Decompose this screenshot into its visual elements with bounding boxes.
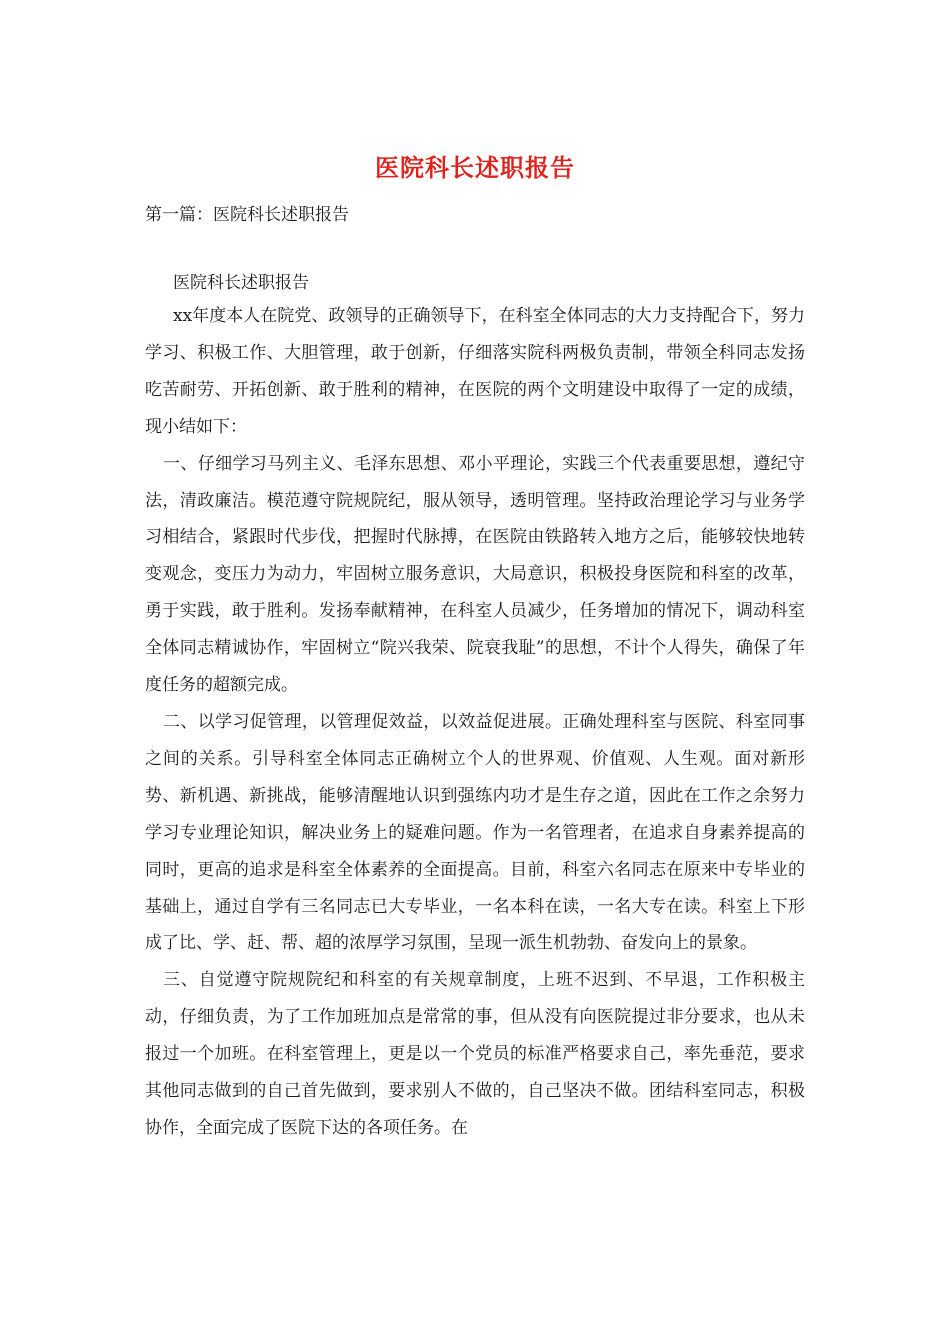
paragraph-intro: xx年度本人在院党、政领导的正确领导下，在科室全体同志的大力支持配合下，努力学习、积极工作、大胆管理，敢于创新，仔细落实院科两极负责制，带领全科同志发扬吃苦耐劳、开拓创新、敢于胜利的精神，在医院的两个文明建设中取得了一定的成绩，现小结如下： [145, 306, 805, 437]
section-heading: 医院科长述职报告 [173, 273, 309, 293]
paragraph-section-1: 一、仔细学习马列主义、毛泽东思想、邓小平理论，实践三个代表重要思想，遵纪守法，清政廉洁。模范遵守院规院纪，服从领导，透明管理。坚持政治理论学习与业务学习相结合，紧跟时代步伐，把握时代脉搏，在医院由铁路转入地方之后，能够较快地转变观念，变压力为动力，牢固树立服务意识，大局意识，积极投身医院和科室的改革，勇于实践，敢于胜利。发扬奉献精神，在科室人员减少，任务增加的情况下，调动科室全体同志精诚协作，牢固树立“院兴我荣、院衰我耻”的思想，不计个人得失，确保了年度任务的超额完成。 [145, 453, 805, 696]
paragraph-section-2: 二、以学习促管理，以管理促效益，以效益促进展。正确处理科室与医院、科室同事之间的关系。引导科室全体同志正确树立个人的世界观、价值观、人生观。面对新形势、新机遇、新挑战，能够清醒地认识到强练内功才是生存之道，因此在工作之余努力学习专业理论知识，解决业务上的疑难问题。作为一名管理者，在追求自身素养提高的同时，更高的追求是科室全体素养的全面提高。目前，科室六名同志在原来中专毕业的基础上，通过自学有三名同志已大专毕业，一名本科在读，一名大专在读。科室上下形成了比、学、赶、帮、超的浓厚学习氛围，呈现一派生机勃勃、奋发向上的景象。 [145, 711, 805, 954]
paragraph-section-3: 三、自觉遵守院规院纪和科室的有关规章制度，上班不迟到、不早退，工作积极主动，仔细负责，为了工作加班加点是常常的事，但从没有向医院提过非分要求，也从未报过一个加班。在科室管理上，更是以一个党员的标准严格要求自己，率先垂范，要求其他同志做到的自己首先做到，要求别人不做的，自己坚决不做。团结科室同志，积极协作，全面完成了医院下达的各项任务。在 [145, 970, 805, 1138]
document-body [145, 298, 805, 1147]
document-subtitle: 第一篇：医院科长述职报告 [145, 205, 349, 225]
document-title: 医院科长述职报告 [375, 153, 575, 182]
